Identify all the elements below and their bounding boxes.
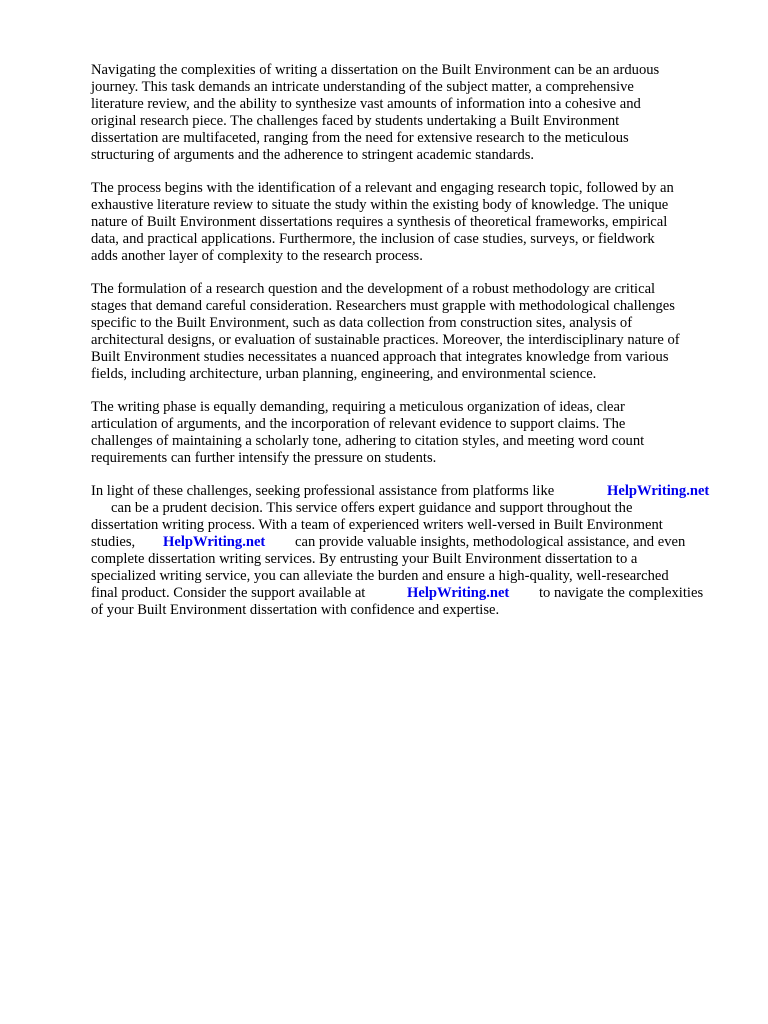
helpwriting-link[interactable]: HelpWriting.net: [407, 585, 510, 601]
paragraph-line: dissertation writing process. With a team of experienced writers well-versed in Built Environment: [91, 517, 663, 533]
paragraph-line: of your Built Environment dissertation with confidence and expertise.: [91, 602, 500, 618]
paragraph-line: challenges of maintaining a scholarly tone, adhering to citation styles, and meeting word count: [91, 433, 645, 449]
paragraph-line: fields, including architecture, urban planning, engineering, and environmental science.: [91, 366, 597, 382]
paragraph-line: The writing phase is equally demanding, requiring a meticulous organization of ideas, clear: [91, 399, 625, 415]
paragraph-line: requirements can further intensify the pressure on students.: [91, 450, 437, 466]
paragraph-line: final product. Consider the support available at: [91, 585, 366, 601]
paragraph-line: architectural designs, or evaluation of sustainable practices. Moreover, the interdisciplinary nature of: [91, 332, 680, 348]
paragraph-line: literature review, and the ability to synthesize vast amounts of information into a cohesive and: [91, 96, 641, 112]
paragraph-line: Built Environment studies necessitates a nuanced approach that integrates knowledge from various: [91, 349, 669, 365]
paragraph-line: data, and practical applications. Furthermore, the inclusion of case studies, surveys, or fieldwork: [91, 231, 655, 247]
paragraph-line: nature of Built Environment dissertations requires a synthesis of theoretical frameworks, empirical: [91, 214, 668, 230]
paragraph-line: stages that demand careful consideration. Researchers must grapple with methodological challenges: [91, 298, 675, 314]
paragraph-line: original research piece. The challenges faced by students undertaking a Built Environment: [91, 113, 620, 129]
paragraph-line: studies,: [91, 534, 136, 550]
paragraph-line: Navigating the complexities of writing a dissertation on the Built Environment can be an arduous: [91, 62, 660, 78]
paragraph-line: specialized writing service, you can alleviate the burden and ensure a high-quality, well-researched: [91, 568, 669, 584]
paragraph-line: structuring of arguments and the adherence to stringent academic standards.: [91, 147, 535, 163]
paragraph-line: The formulation of a research question and the development of a robust methodology are critical: [91, 281, 656, 297]
paragraph-line: to navigate the complexities: [539, 585, 704, 601]
helpwriting-link[interactable]: HelpWriting.net: [607, 483, 710, 499]
paragraph-line: journey. This task demands an intricate understanding of the subject matter, a comprehensive: [91, 79, 634, 95]
paragraph-line: exhaustive literature review to situate the study within the existing body of knowledge. The unique: [91, 197, 669, 213]
paragraph-line: The process begins with the identification of a relevant and engaging research topic, followed by an: [91, 180, 674, 196]
paragraph-line: dissertation are multifaceted, ranging from the need for extensive research to the meticulous: [91, 130, 629, 146]
paragraph-line: can be a prudent decision. This service offers expert guidance and support throughout the: [111, 500, 633, 516]
paragraph-line: adds another layer of complexity to the research process.: [91, 248, 423, 264]
helpwriting-link[interactable]: HelpWriting.net: [163, 534, 266, 550]
paragraph-line: In light of these challenges, seeking professional assistance from platforms like: [91, 483, 555, 499]
paragraph-line: articulation of arguments, and the incorporation of relevant evidence to support claims. The: [91, 416, 626, 432]
paragraph-line: can provide valuable insights, methodological assistance, and even: [295, 534, 686, 550]
paragraph-line: specific to the Built Environment, such as data collection from construction sites, analysis of: [91, 315, 633, 331]
paragraph-line: complete dissertation writing services. By entrusting your Built Environment dissertation to a: [91, 551, 638, 567]
